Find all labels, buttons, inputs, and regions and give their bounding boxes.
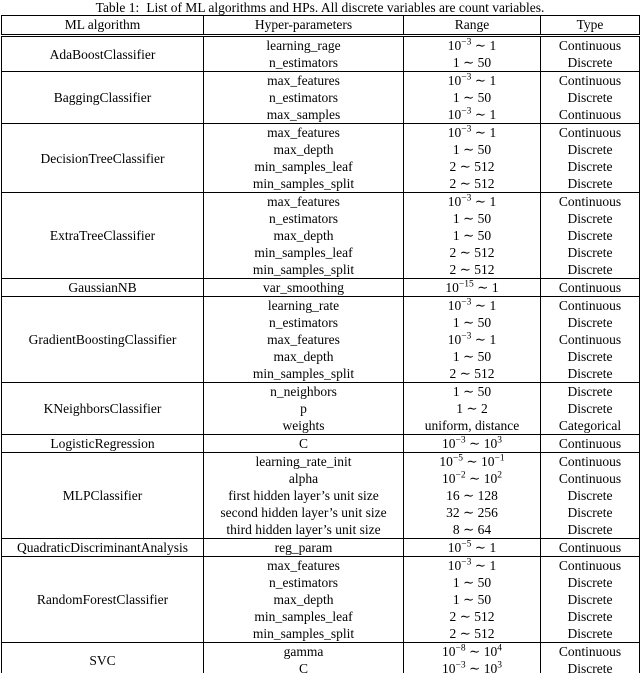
table-body (2, 36, 640, 673)
table-row (2, 643, 640, 661)
hyper-parameter-cell: first hidden layer’s unit size (204, 487, 404, 504)
range-cell: 2 ∼ 512 (404, 261, 541, 279)
hyper-parameter-cell: weights (204, 417, 404, 435)
type-cell: Discrete (541, 158, 640, 175)
range-cell: 1 ∼ 50 (404, 210, 541, 227)
type-cell: Discrete (541, 244, 640, 261)
range-cell: $10^{-3}$ ∼ 1 (404, 297, 541, 315)
hyper-parameter-cell: learning_rate (204, 297, 404, 315)
hyper-parameter-cell: max_depth (204, 348, 404, 365)
hyper-parameter-cell: min_samples_leaf (204, 158, 404, 175)
type-cell: Discrete (541, 54, 640, 72)
type-cell: Continuous (541, 124, 640, 142)
hyper-parameter-cell: max_depth (204, 227, 404, 244)
type-cell: Continuous (541, 193, 640, 211)
algorithm-cell: ExtraTreeClassifier (2, 193, 204, 279)
caption-text: List of ML algorithms and HPs. All discrete variables are count variables. (146, 0, 545, 15)
range-cell: 1 ∼ 50 (404, 141, 541, 158)
hyper-parameter-cell: gamma (204, 643, 404, 661)
type-cell: Discrete (541, 574, 640, 591)
range-cell: 1 ∼ 50 (404, 591, 541, 608)
type-cell: Continuous (541, 557, 640, 575)
range-cell: uniform, distance (404, 417, 541, 435)
range-cell: $10^{-8}$ ∼ $10^4$ (404, 643, 541, 661)
table-row (2, 36, 640, 55)
algorithm-cell: MLPClassifier (2, 453, 204, 539)
type-cell: Discrete (541, 210, 640, 227)
hyper-parameter-cell: third hidden layer’s unit size (204, 521, 404, 539)
range-cell: $10^{-2}$ ∼ $10^2$ (404, 470, 541, 487)
hyper-parameter-cell: n_estimators (204, 314, 404, 331)
hyper-parameter-cell: var_smoothing (204, 279, 404, 297)
range-cell: $10^{-3}$ ∼ 1 (404, 331, 541, 348)
range-cell: $10^{-3}$ ∼ 1 (404, 557, 541, 575)
table-row (2, 279, 640, 297)
header-ml-algorithm: ML algorithm (2, 16, 204, 36)
hyper-parameter-cell: max_depth (204, 141, 404, 158)
algorithm-cell: KNeighborsClassifier (2, 383, 204, 435)
type-cell: Continuous (541, 539, 640, 557)
range-cell: 2 ∼ 512 (404, 608, 541, 625)
hyper-parameter-cell: max_features (204, 557, 404, 575)
range-cell: 2 ∼ 512 (404, 175, 541, 193)
range-cell: 1 ∼ 50 (404, 574, 541, 591)
algorithm-cell: GradientBoostingClassifier (2, 297, 204, 383)
hyper-parameter-cell: min_samples_split (204, 625, 404, 643)
algorithm-cell: RandomForestClassifier (2, 557, 204, 643)
type-cell: Continuous (541, 435, 640, 453)
type-cell: Discrete (541, 383, 640, 401)
type-cell: Discrete (541, 487, 640, 504)
type-cell: Discrete (541, 365, 640, 383)
header-hyper-parameters: Hyper-parameters (204, 16, 404, 36)
type-cell: Discrete (541, 89, 640, 106)
hyper-parameter-cell: learning_rage (204, 36, 404, 55)
range-cell: $10^{-3}$ ∼ 1 (404, 72, 541, 90)
hyper-parameter-cell: second hidden layer’s unit size (204, 504, 404, 521)
range-cell: $10^{-3}$ ∼ $10^3$ (404, 660, 541, 673)
range-cell: 1 ∼ 50 (404, 383, 541, 401)
type-cell: Discrete (541, 608, 640, 625)
range-cell: $10^{-3}$ ∼ 1 (404, 36, 541, 55)
type-cell: Continuous (541, 72, 640, 90)
type-cell: Discrete (541, 521, 640, 539)
type-cell: Discrete (541, 400, 640, 417)
hyper-parameter-cell: reg_param (204, 539, 404, 557)
type-cell: Discrete (541, 261, 640, 279)
hyper-parameter-cell: min_samples_leaf (204, 244, 404, 261)
table-row (2, 539, 640, 557)
hyper-parameter-cell: min_samples_split (204, 175, 404, 193)
table-row (2, 453, 640, 471)
range-cell: 8 ∼ 64 (404, 521, 541, 539)
type-cell: Discrete (541, 625, 640, 643)
table-row (2, 435, 640, 453)
hyper-parameter-cell: learning_rate_init (204, 453, 404, 471)
type-cell: Continuous (541, 470, 640, 487)
range-cell: 16 ∼ 128 (404, 487, 541, 504)
hyper-parameter-cell: min_samples_split (204, 365, 404, 383)
hyper-parameter-cell: n_estimators (204, 574, 404, 591)
range-cell: $10^{-3}$ ∼ $10^3$ (404, 435, 541, 453)
hyper-parameter-cell: n_estimators (204, 89, 404, 106)
range-cell: $10^{-5}$ ∼ $10^{-1}$ (404, 453, 541, 471)
table-row (2, 72, 640, 90)
type-cell: Continuous (541, 36, 640, 55)
type-cell: Discrete (541, 348, 640, 365)
header-type: Type (541, 16, 640, 36)
table-row (2, 383, 640, 401)
range-cell: $10^{-3}$ ∼ 1 (404, 124, 541, 142)
range-cell: 1 ∼ 2 (404, 400, 541, 417)
algorithm-cell: AdaBoostClassifier (2, 36, 204, 72)
hyper-parameter-cell: max_features (204, 72, 404, 90)
type-cell: Continuous (541, 453, 640, 471)
range-cell: 2 ∼ 512 (404, 244, 541, 261)
algorithm-cell: SVC (2, 643, 204, 673)
hyper-parameter-cell: C (204, 435, 404, 453)
algorithm-cell: DecisionTreeClassifier (2, 124, 204, 193)
type-cell: Continuous (541, 643, 640, 661)
hyper-parameter-cell: min_samples_split (204, 261, 404, 279)
type-cell: Discrete (541, 591, 640, 608)
type-cell: Continuous (541, 106, 640, 124)
type-cell: Discrete (541, 660, 640, 673)
ml-algorithms-hp-table (1, 15, 640, 673)
hyper-parameter-cell: n_neighbors (204, 383, 404, 401)
range-cell: 1 ∼ 50 (404, 348, 541, 365)
header-range: Range (404, 16, 541, 36)
type-cell: Categorical (541, 417, 640, 435)
range-cell: $10^{-15}$ ∼ 1 (404, 279, 541, 297)
range-cell: $10^{-5}$ ∼ 1 (404, 539, 541, 557)
table-row (2, 193, 640, 211)
range-cell: 1 ∼ 50 (404, 314, 541, 331)
algorithm-cell: QuadraticDiscriminantAnalysis (2, 539, 204, 557)
table-row (2, 557, 640, 575)
range-cell: 2 ∼ 512 (404, 158, 541, 175)
type-cell: Continuous (541, 331, 640, 348)
hyper-parameter-cell: max_features (204, 331, 404, 348)
header-row (2, 16, 640, 36)
hyper-parameter-cell: max_features (204, 124, 404, 142)
range-cell: 1 ∼ 50 (404, 89, 541, 106)
type-cell: Discrete (541, 141, 640, 158)
type-cell: Discrete (541, 175, 640, 193)
hyper-parameter-cell: max_features (204, 193, 404, 211)
type-cell: Continuous (541, 297, 640, 315)
caption-label: Table 1: (95, 0, 140, 15)
range-cell: 1 ∼ 50 (404, 227, 541, 244)
table-row (2, 297, 640, 315)
hyper-parameter-cell: max_samples (204, 106, 404, 124)
range-cell: 1 ∼ 50 (404, 54, 541, 72)
hyper-parameter-cell: n_estimators (204, 210, 404, 227)
type-cell: Continuous (541, 279, 640, 297)
table-caption (0, 0, 640, 15)
algorithm-cell: GaussianNB (2, 279, 204, 297)
table-row (2, 124, 640, 142)
type-cell: Discrete (541, 504, 640, 521)
range-cell: 32 ∼ 256 (404, 504, 541, 521)
algorithm-cell: LogisticRegression (2, 435, 204, 453)
hyper-parameter-cell: max_depth (204, 591, 404, 608)
type-cell: Discrete (541, 314, 640, 331)
hyper-parameter-cell: min_samples_leaf (204, 608, 404, 625)
hyper-parameter-cell: p (204, 400, 404, 417)
algorithm-cell: BaggingClassifier (2, 72, 204, 124)
range-cell: 2 ∼ 512 (404, 365, 541, 383)
type-cell: Discrete (541, 227, 640, 244)
hyper-parameter-cell: alpha (204, 470, 404, 487)
hyper-parameter-cell: C (204, 660, 404, 673)
range-cell: $10^{-3}$ ∼ 1 (404, 106, 541, 124)
range-cell: 2 ∼ 512 (404, 625, 541, 643)
range-cell: $10^{-3}$ ∼ 1 (404, 193, 541, 211)
hyper-parameter-cell: n_estimators (204, 54, 404, 72)
